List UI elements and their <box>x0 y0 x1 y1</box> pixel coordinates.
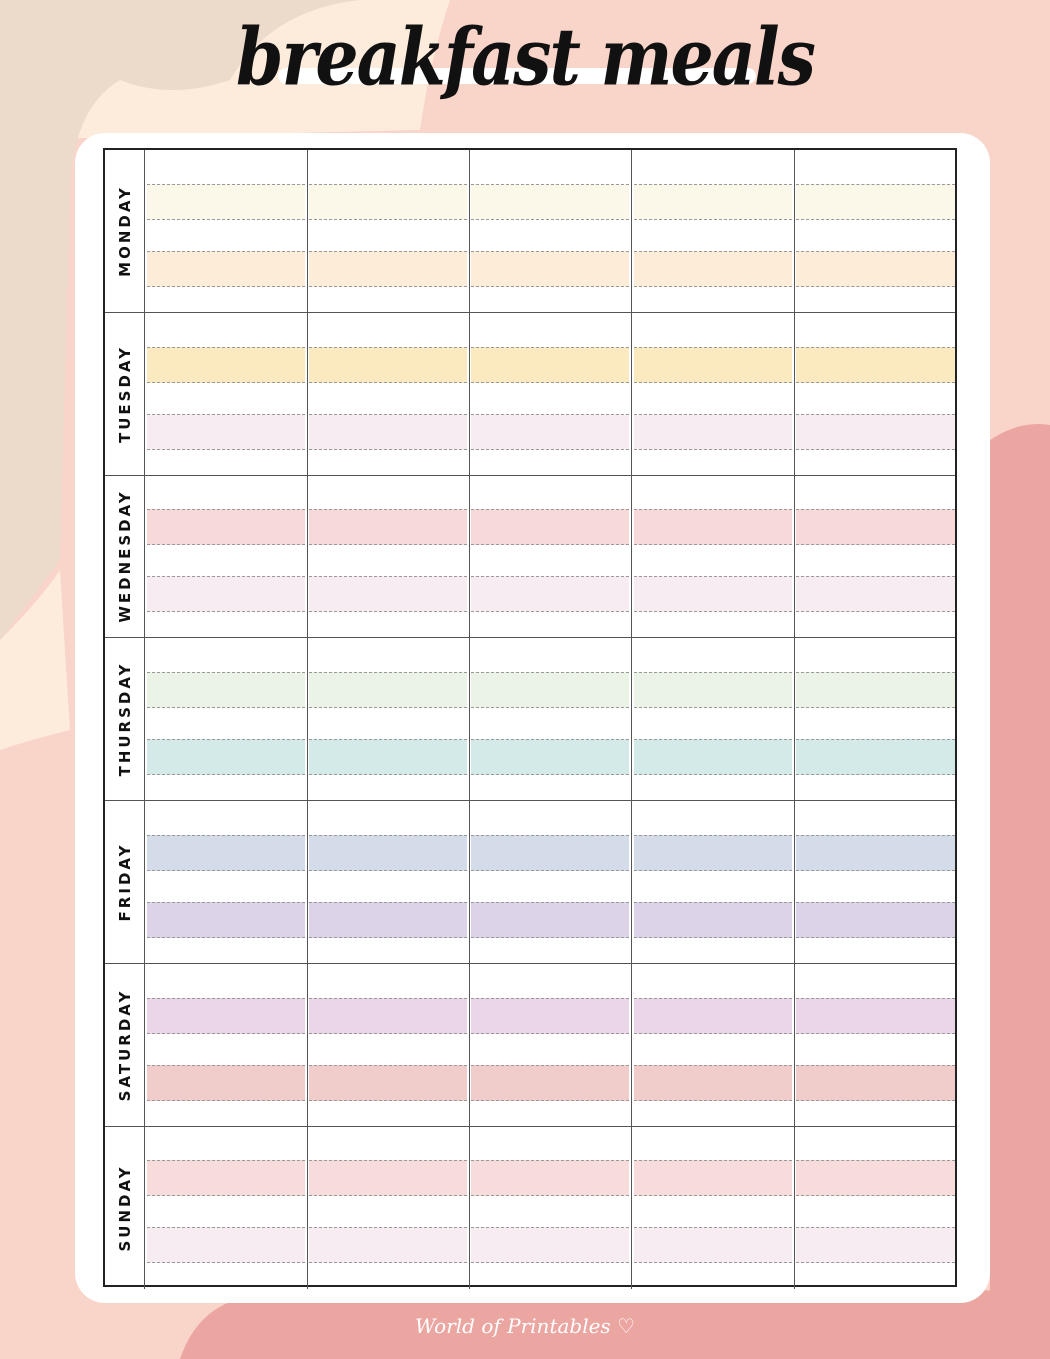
writing-line <box>147 998 305 1034</box>
writing-line <box>147 835 305 871</box>
writing-line <box>309 414 467 450</box>
meal-cell[interactable] <box>307 150 470 312</box>
writing-line <box>796 347 955 383</box>
meal-cell[interactable] <box>632 150 795 312</box>
writing-line <box>634 576 792 612</box>
meal-cell[interactable] <box>307 475 470 637</box>
meal-cell[interactable] <box>307 638 470 800</box>
day-row-sunday <box>105 1126 955 1289</box>
writing-line <box>471 414 629 450</box>
meal-cell[interactable] <box>307 313 470 475</box>
meal-cell[interactable] <box>469 638 632 800</box>
writing-line <box>309 576 467 612</box>
writing-line <box>309 184 467 220</box>
day-label: TUESDAY <box>115 344 134 443</box>
writing-line <box>309 998 467 1034</box>
writing-line <box>471 1227 629 1263</box>
meal-cell[interactable] <box>469 475 632 637</box>
writing-line <box>796 509 955 545</box>
brand-name: World of Printables <box>414 1314 611 1338</box>
writing-line <box>471 672 629 708</box>
writing-line <box>634 1227 792 1263</box>
writing-line <box>309 509 467 545</box>
day-row-thursday <box>105 638 955 801</box>
writing-line <box>471 576 629 612</box>
writing-line <box>147 1227 305 1263</box>
day-row-tuesday <box>105 313 955 476</box>
meal-cell[interactable] <box>145 964 308 1126</box>
writing-line <box>471 902 629 938</box>
writing-line <box>796 184 955 220</box>
writing-line <box>634 1065 792 1101</box>
meal-cell[interactable] <box>469 1126 632 1289</box>
writing-line <box>796 251 955 287</box>
meal-cell[interactable] <box>307 801 470 963</box>
meal-cell[interactable] <box>469 313 632 475</box>
writing-line <box>309 251 467 287</box>
writing-line <box>796 835 955 871</box>
writing-line <box>796 902 955 938</box>
meal-cell[interactable] <box>794 150 957 312</box>
meal-cell[interactable] <box>307 964 470 1126</box>
writing-line <box>309 1065 467 1101</box>
meal-grid <box>103 148 957 1287</box>
day-label-cell <box>105 150 145 312</box>
meal-cell[interactable] <box>632 964 795 1126</box>
writing-line <box>147 251 305 287</box>
meal-cell[interactable] <box>632 801 795 963</box>
writing-line <box>147 184 305 220</box>
meal-cell[interactable] <box>794 638 957 800</box>
meal-cell[interactable] <box>794 475 957 637</box>
writing-line <box>634 347 792 383</box>
writing-line <box>634 672 792 708</box>
meal-cell[interactable] <box>469 964 632 1126</box>
writing-line <box>309 739 467 775</box>
day-label-cell <box>105 638 145 800</box>
writing-line <box>796 998 955 1034</box>
meal-cell[interactable] <box>469 801 632 963</box>
meal-cell[interactable] <box>632 475 795 637</box>
writing-line <box>796 414 955 450</box>
writing-line <box>147 1160 305 1196</box>
meal-cell[interactable] <box>145 313 308 475</box>
meal-cell[interactable] <box>632 313 795 475</box>
writing-line <box>634 184 792 220</box>
writing-line <box>796 739 955 775</box>
meal-cell[interactable] <box>794 964 957 1126</box>
writing-line <box>796 1160 955 1196</box>
meal-cell[interactable] <box>145 150 308 312</box>
heart-icon: ♡ <box>617 1314 635 1338</box>
writing-line <box>471 251 629 287</box>
writing-line <box>796 1227 955 1263</box>
meal-cell[interactable] <box>632 1126 795 1289</box>
meal-cell[interactable] <box>794 1126 957 1289</box>
writing-line <box>147 414 305 450</box>
writing-line <box>634 739 792 775</box>
writing-line <box>147 576 305 612</box>
meal-cell[interactable] <box>145 475 308 637</box>
page-title: breakfast meals <box>236 12 814 104</box>
meal-cell[interactable] <box>469 150 632 312</box>
writing-line <box>471 509 629 545</box>
day-label-cell <box>105 475 145 637</box>
day-label: WEDNESDAY <box>115 489 134 624</box>
writing-line <box>634 835 792 871</box>
day-label: FRIDAY <box>115 842 134 922</box>
writing-line <box>796 576 955 612</box>
writing-line <box>634 414 792 450</box>
meal-cell[interactable] <box>145 1126 308 1289</box>
writing-line <box>147 672 305 708</box>
day-row-saturday <box>105 964 955 1127</box>
day-label: SATURDAY <box>115 988 134 1101</box>
writing-line <box>147 739 305 775</box>
writing-line <box>634 1160 792 1196</box>
writing-line <box>634 251 792 287</box>
day-label: MONDAY <box>115 185 134 277</box>
writing-line <box>471 1065 629 1101</box>
brand-footer <box>0 1314 1050 1338</box>
writing-line <box>634 509 792 545</box>
writing-line <box>634 998 792 1034</box>
writing-line <box>147 1065 305 1101</box>
writing-line <box>471 347 629 383</box>
writing-line <box>796 672 955 708</box>
meal-cell[interactable] <box>794 313 957 475</box>
day-label-cell <box>105 964 145 1126</box>
meal-cell[interactable] <box>145 801 308 963</box>
writing-line <box>309 835 467 871</box>
day-row-friday <box>105 801 955 964</box>
writing-line <box>147 509 305 545</box>
writing-line <box>471 835 629 871</box>
day-label: THURSDAY <box>115 661 134 777</box>
day-label-cell <box>105 1126 145 1289</box>
writing-line <box>309 902 467 938</box>
meal-cell[interactable] <box>632 638 795 800</box>
writing-line <box>471 998 629 1034</box>
meal-cell[interactable] <box>145 638 308 800</box>
writing-line <box>471 184 629 220</box>
writing-line <box>147 902 305 938</box>
day-row-wednesday <box>105 475 955 638</box>
day-row-monday <box>105 150 955 313</box>
day-label: SUNDAY <box>115 1164 134 1252</box>
writing-line <box>471 1160 629 1196</box>
meal-cell[interactable] <box>794 801 957 963</box>
day-label-cell <box>105 313 145 475</box>
writing-line <box>471 739 629 775</box>
writing-line <box>634 902 792 938</box>
writing-line <box>309 347 467 383</box>
writing-line <box>309 1160 467 1196</box>
writing-line <box>309 1227 467 1263</box>
writing-line <box>309 672 467 708</box>
meal-cell[interactable] <box>307 1126 470 1289</box>
writing-line <box>796 1065 955 1101</box>
writing-line <box>147 347 305 383</box>
day-label-cell <box>105 801 145 963</box>
